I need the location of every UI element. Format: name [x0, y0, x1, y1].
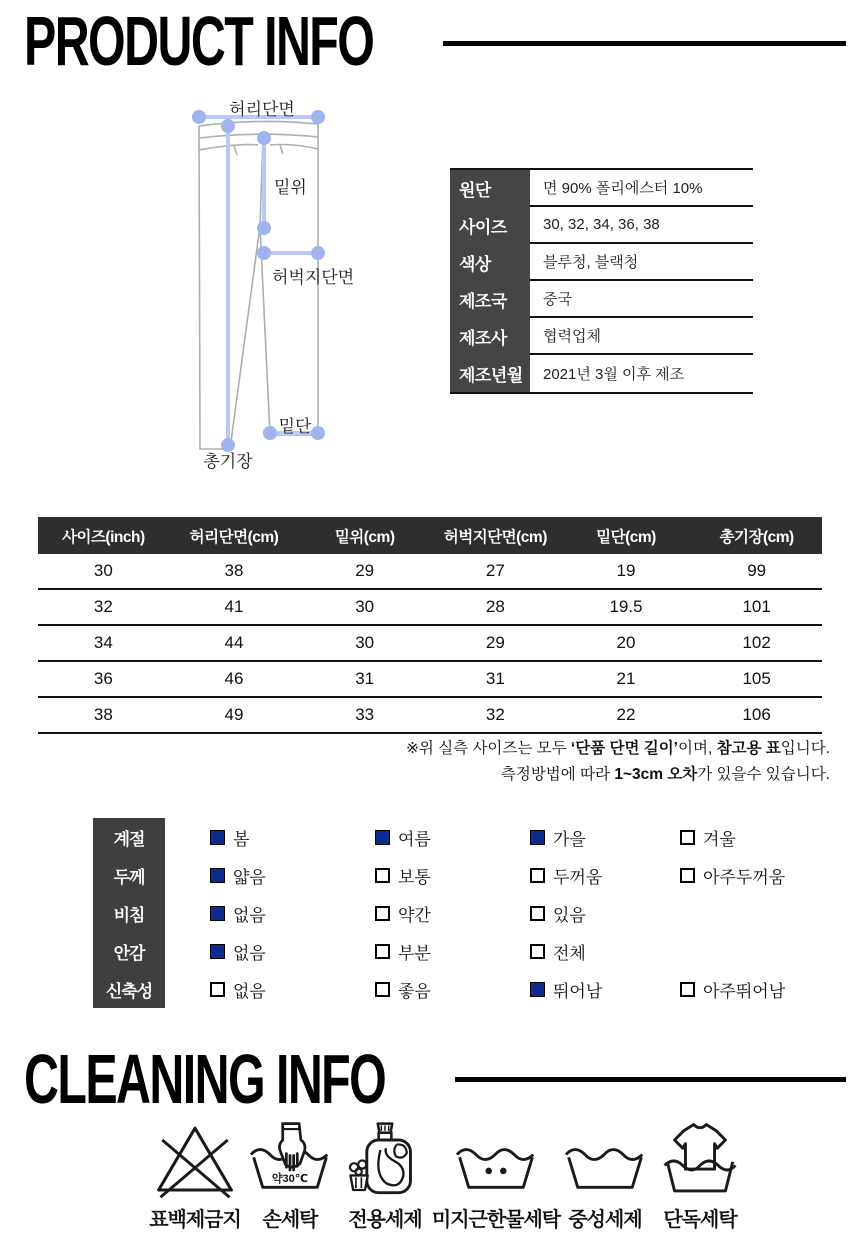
note-text-segment: 이며, — [678, 740, 717, 757]
size-cell: 19.5 — [609, 597, 643, 616]
attribute-option-unchecked — [530, 894, 586, 932]
note-text-segment: ‘단품 단면 길이’ — [570, 740, 678, 757]
spec-row-value: 블루청, 블랙청 — [530, 244, 753, 281]
attribute-option-text: 없음 — [233, 981, 266, 1001]
spec-row-value: 30, 32, 34, 36, 38 — [530, 207, 753, 244]
size-cell: 46 — [224, 669, 244, 688]
spec-row — [450, 281, 753, 318]
spec-row-label: 제조사 — [450, 318, 530, 355]
attribute-option-unchecked — [680, 818, 736, 856]
spec-row-value: 면 90% 폴리에스터 10% — [530, 170, 753, 207]
size-note — [406, 736, 830, 788]
attribute-option-unchecked — [530, 932, 586, 970]
size-cell: 33 — [355, 705, 375, 724]
attribute-row-label: 두께 — [113, 867, 145, 887]
spec-row-value: 중국 — [530, 281, 753, 318]
size-column-header: 총기장(cm) — [719, 528, 794, 546]
attribute-option-checked — [530, 818, 586, 856]
attribute-option-text: 봄 — [233, 829, 250, 849]
unchecked-checkbox-icon — [375, 868, 390, 883]
product-info-title: PRODUCT INFO — [24, 3, 374, 81]
attribute-option-text: 얇음 — [233, 867, 266, 887]
attribute-option-unchecked — [375, 970, 431, 1008]
size-cell: 99 — [747, 561, 767, 580]
attribute-option-checked — [210, 894, 266, 932]
checked-checkbox-icon — [210, 944, 225, 959]
unchecked-checkbox-icon — [375, 944, 390, 959]
size-cell: 19 — [616, 561, 636, 580]
size-cell: 29 — [485, 633, 505, 652]
cleaning-item-label: 미지근한물세탁 — [431, 1209, 561, 1231]
attribute-option-unchecked — [530, 856, 602, 894]
size-cell: 102 — [742, 633, 771, 652]
spec-row — [450, 207, 753, 244]
attribute-option-text: 겨울 — [703, 829, 736, 849]
attribute-option-text: 뛰어남 — [553, 981, 603, 1001]
attribute-row-label: 신축성 — [105, 981, 153, 1001]
attribute-option-text: 여름 — [398, 829, 431, 849]
size-cell: 105 — [742, 669, 771, 688]
lukewarm-wash-icon — [450, 1120, 542, 1200]
size-cell: 27 — [485, 561, 505, 580]
size-table-header — [38, 517, 822, 554]
attribute-row-label: 안감 — [113, 943, 145, 963]
attribute-option-checked — [530, 970, 602, 1008]
table-row — [38, 626, 822, 662]
attribute-option-text: 없음 — [233, 943, 266, 963]
spec-row-label: 색상 — [450, 244, 530, 281]
cleaning-icons-row — [0, 1120, 860, 1234]
attribute-option-text: 가을 — [553, 829, 586, 849]
unchecked-checkbox-icon — [680, 868, 695, 883]
thigh-measure-label: 허벅지단면 — [272, 268, 355, 287]
cleaning-item-label: 단독세탁 — [663, 1209, 737, 1231]
size-note-line1 — [406, 736, 830, 762]
table-row — [38, 554, 822, 590]
spec-row-value: 2021년 3월 이후 제조 — [543, 366, 685, 383]
attribute-option-checked — [210, 818, 249, 856]
spec-row-label: 사이즈 — [450, 207, 530, 244]
attribute-option-text: 있음 — [553, 905, 586, 925]
waist-measure-label: 허리단면 — [229, 100, 295, 119]
size-cell: 31 — [355, 669, 375, 688]
attribute-option-checked — [375, 818, 431, 856]
size-table-body — [38, 554, 822, 734]
attribute-option-checked — [210, 856, 266, 894]
checked-checkbox-icon — [210, 868, 225, 883]
separate-wash-icon — [654, 1120, 746, 1200]
spec-row-label: 원단 — [450, 170, 530, 207]
spec-row — [450, 244, 753, 281]
size-cell: 21 — [616, 669, 636, 688]
unchecked-checkbox-icon — [530, 944, 545, 959]
table-row — [38, 590, 822, 626]
attribute-option-text: 아주뛰어남 — [703, 981, 786, 1001]
attribute-option-checked — [210, 932, 266, 970]
title-rule — [443, 41, 846, 46]
size-cell: 29 — [355, 561, 375, 580]
spec-row — [450, 355, 753, 392]
attribute-option-unchecked — [680, 970, 785, 1008]
size-column-header: 허리단면(cm) — [189, 528, 279, 546]
checked-checkbox-icon — [210, 906, 225, 921]
unchecked-checkbox-icon — [375, 982, 390, 997]
checked-checkbox-icon — [210, 830, 225, 845]
cleaning-item-label: 중성세제 — [568, 1209, 642, 1231]
rise-measure-label: 밑위 — [274, 178, 307, 197]
wash-temperature-label: 약30℃ — [271, 1173, 309, 1185]
spec-row-label: 제조국 — [450, 281, 530, 318]
cleaning-item-label: 표백제금지 — [149, 1209, 241, 1231]
attribute-option-text: 약간 — [398, 905, 431, 925]
size-note-line2 — [406, 762, 830, 788]
hem-measure-label: 밑단 — [278, 417, 312, 436]
unchecked-checkbox-icon — [530, 906, 545, 921]
size-cell: 32 — [93, 597, 113, 616]
unchecked-checkbox-icon — [530, 868, 545, 883]
size-column-header: 사이즈(inch) — [62, 528, 145, 546]
attribute-row-label: 비침 — [113, 905, 145, 925]
note-text-segment: 측정방법에 따라 — [500, 766, 615, 783]
attribute-option-text: 아주두꺼움 — [703, 867, 786, 887]
size-table — [38, 517, 822, 734]
attribute-option-unchecked — [375, 894, 431, 932]
size-cell: 38 — [224, 561, 244, 580]
size-cell: 41 — [224, 597, 244, 616]
note-text-segment: 가 있을수 있습니다. — [697, 766, 830, 783]
cleaning-item-label: 손세탁 — [262, 1209, 318, 1231]
lukewarm-wash-icon-svg — [450, 1120, 542, 1200]
table-row — [38, 662, 822, 698]
spec-row — [450, 170, 753, 207]
size-cell: 32 — [485, 705, 505, 724]
length-measure-label: 총기장 — [203, 452, 253, 471]
attribute-row-label: 계절 — [113, 829, 145, 849]
attribute-option-text: 두꺼움 — [553, 867, 603, 887]
attribute-option-text: 보통 — [398, 867, 431, 887]
size-cell: 28 — [485, 597, 505, 616]
size-cell: 49 — [224, 705, 244, 724]
attribute-option-text: 없음 — [233, 905, 266, 925]
unchecked-checkbox-icon — [680, 830, 695, 845]
size-cell: 31 — [485, 669, 505, 688]
attribute-option-unchecked — [375, 856, 431, 894]
checked-checkbox-icon — [530, 982, 545, 997]
detergent-bottle-icon — [339, 1120, 431, 1200]
attribute-checklist — [0, 818, 860, 1014]
note-text-segment: 참고용 표 — [716, 740, 781, 757]
size-cell: 36 — [93, 669, 113, 688]
unchecked-checkbox-icon — [210, 982, 225, 997]
note-text-segment: ※위 실측 사이즈는 모두 — [405, 740, 571, 757]
attribute-option-text: 전체 — [553, 943, 586, 963]
size-cell: 30 — [93, 561, 113, 580]
note-text-segment: 입니다. — [780, 740, 830, 757]
size-column-header: 밑단(cm) — [596, 528, 656, 546]
cleaning-info-title: CLEANING INFO — [24, 1041, 386, 1119]
checked-checkbox-icon — [375, 830, 390, 845]
separate-wash-icon-svg — [654, 1120, 746, 1200]
size-cell: 20 — [616, 633, 636, 652]
pants-measurement-diagram — [150, 95, 450, 475]
unchecked-checkbox-icon — [680, 982, 695, 997]
spec-row — [450, 318, 753, 355]
size-column-header: 허벅지단면(cm) — [443, 528, 547, 546]
size-cell: 22 — [616, 705, 636, 724]
attribute-options — [95, 818, 815, 1008]
size-cell: 34 — [93, 633, 113, 652]
spec-row-label: 제조년월 — [450, 355, 530, 392]
cleaning-item — [625, 1120, 775, 1232]
size-cell: 38 — [93, 705, 113, 724]
attribute-option-text: 부분 — [398, 943, 431, 963]
cleaning-item-label: 전용세제 — [348, 1209, 422, 1231]
size-cell: 106 — [742, 705, 771, 724]
title-rule — [455, 1077, 846, 1082]
attribute-option-text: 좋음 — [398, 981, 431, 1001]
product-spec-table — [450, 168, 753, 394]
checked-checkbox-icon — [530, 830, 545, 845]
unchecked-checkbox-icon — [375, 906, 390, 921]
table-row — [38, 698, 822, 734]
size-column-header: 밑위(cm) — [334, 528, 395, 546]
spec-row-value: 협력업체 — [530, 318, 753, 355]
note-text-segment: 1~3cm 오차 — [614, 766, 698, 783]
attribute-option-unchecked — [680, 856, 785, 894]
size-cell: 101 — [742, 597, 771, 616]
detergent-bottle-icon-svg — [339, 1120, 431, 1200]
attribute-option-unchecked — [375, 932, 431, 970]
size-cell: 30 — [355, 633, 375, 652]
size-cell: 44 — [224, 633, 244, 652]
attribute-option-unchecked — [210, 970, 266, 1008]
size-cell: 30 — [355, 597, 375, 616]
